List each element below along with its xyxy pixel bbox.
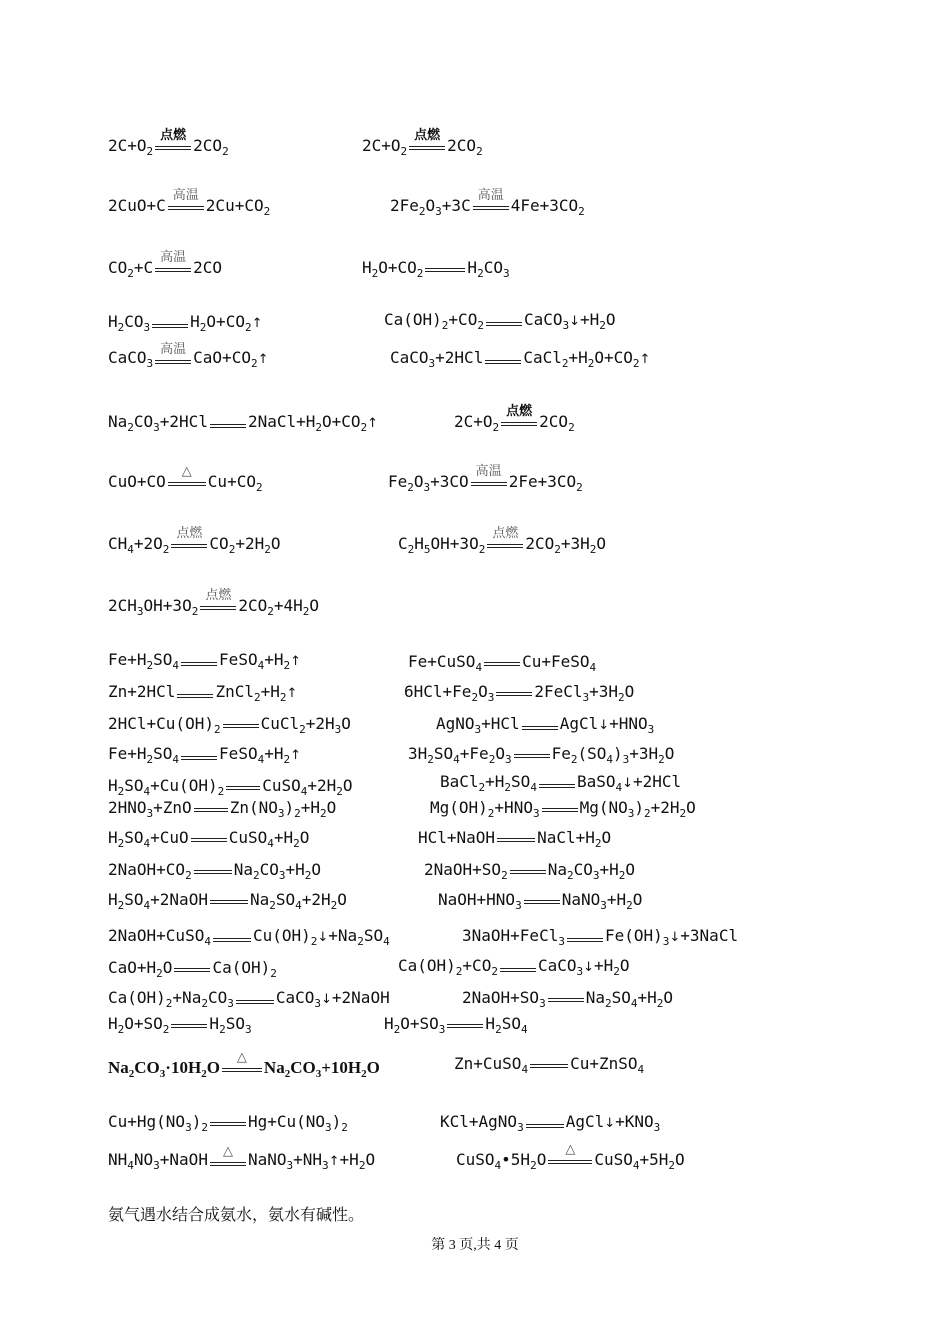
- equals-sign: [236, 990, 274, 1010]
- equals-sign: [171, 1014, 207, 1034]
- products: $CaCO_3↓+H_2O$: [523, 310, 616, 332]
- reaction-condition: 点燃: [414, 128, 441, 143]
- equation-e6: [362, 258, 510, 278]
- reaction-condition: 点燃: [176, 526, 203, 541]
- products: 2CO: [193, 258, 223, 277]
- equation-e28: [108, 798, 336, 818]
- products: Cu+FeSO$_4$: [522, 652, 597, 674]
- products: Cu+ZnSO$_4$: [570, 1054, 645, 1076]
- reactants: $Mg(OH)_2+HNO_3$: [430, 798, 540, 820]
- reactants: $H_2CO_3$: [108, 312, 151, 334]
- equals-sign: [155, 250, 191, 278]
- reactants: $CuSO_4•5H_2O$: [456, 1150, 547, 1172]
- equation-e45: [454, 1054, 644, 1074]
- double-bar-icon: [496, 692, 532, 696]
- products: $CO_2+2H_2O$: [209, 534, 281, 556]
- equation-e40: [108, 988, 390, 1010]
- equation-e32: [108, 860, 321, 880]
- equation-e2: [362, 128, 483, 158]
- double-bar-icon: [200, 606, 236, 610]
- products: $4Fe+3CO_2$: [510, 196, 585, 218]
- reaction-condition: 点燃: [160, 128, 187, 143]
- equals-sign: [194, 798, 228, 818]
- equals-sign: [155, 128, 191, 156]
- reactants: $Ca(OH)_2+CO_2$: [384, 310, 484, 332]
- double-bar-icon: [542, 808, 578, 812]
- equation-e26: [108, 776, 353, 796]
- reactants: CuO+CO: [108, 472, 166, 491]
- reactants: $NaOH+HNO_3$: [438, 890, 522, 912]
- products: $2CO_2$: [193, 136, 229, 158]
- equation-e47: [440, 1112, 660, 1134]
- equation-e35: [438, 890, 642, 910]
- reactants: $2CH_3OH+3O_2$: [108, 596, 199, 618]
- products: $Na_2CO_3+H_2O$: [547, 860, 635, 882]
- equation-e18: [108, 650, 301, 672]
- equals-sign: [168, 464, 206, 492]
- equation-e20: [108, 682, 297, 704]
- equals-sign: [210, 1144, 246, 1172]
- equals-sign: [514, 744, 550, 764]
- equals-sign: [213, 928, 251, 948]
- equation-e33: [424, 860, 635, 880]
- equation-e16: [398, 526, 607, 556]
- double-bar-icon: [223, 724, 259, 728]
- reactants: Zn+2HCl: [108, 682, 176, 701]
- ammonia-note: 氨气遇水结合成氨水，氨水有碱性。: [108, 1205, 365, 1224]
- equation-e46: [108, 1112, 348, 1132]
- equation-e27: [440, 772, 681, 794]
- reactants: $2NaOH+SO_3$: [462, 988, 546, 1010]
- equals-sign: [524, 890, 560, 910]
- equals-sign: [210, 414, 246, 434]
- products: $CuSO_4+5H_2O$: [594, 1150, 685, 1172]
- double-bar-icon: [487, 544, 523, 548]
- equals-sign: [171, 526, 207, 554]
- reactants: $2C+O_2$: [454, 412, 500, 434]
- reactants: $BaCl_2+H_2SO_4$: [440, 772, 537, 794]
- equation-e5: [108, 250, 223, 280]
- equation-e38: [108, 958, 277, 978]
- products: $ZnCl_2+H_2↑$: [215, 682, 298, 704]
- reactants: $Fe+H_2SO_4$: [108, 650, 180, 672]
- equation-e19: [408, 652, 596, 672]
- equals-sign: [496, 682, 532, 702]
- equation-e24: [108, 744, 301, 766]
- equals-sign: [497, 828, 535, 848]
- double-bar-icon: [210, 1162, 246, 1166]
- equation-e42: [108, 1014, 252, 1034]
- double-bar-icon: [522, 726, 558, 730]
- double-bar-icon: [174, 968, 210, 972]
- double-bar-icon: [194, 808, 228, 812]
- equation-e31: [418, 828, 611, 848]
- reactants: $2C+O_2$: [108, 136, 154, 158]
- products: $NaNO_3+H_2O$: [561, 890, 643, 912]
- equals-sign: [510, 860, 546, 880]
- reaction-condition: 高温: [477, 188, 504, 203]
- double-bar-icon: [473, 206, 509, 210]
- reactants: $Cu+Hg(NO_3)_2$: [108, 1112, 208, 1134]
- reactants: $CH_4+2O_2$: [108, 534, 170, 556]
- equation-e22: [108, 714, 351, 734]
- double-bar-icon: [155, 146, 191, 150]
- equals-sign: [485, 350, 521, 370]
- double-bar-icon: [171, 544, 207, 548]
- reactants: 2CuO+C: [108, 196, 166, 215]
- equals-sign: [210, 890, 248, 910]
- double-bar-icon: [177, 694, 213, 698]
- reactants: $H_2O+SO_2$: [108, 1014, 170, 1036]
- reactants: $C_2H_5OH+3O_2$: [398, 534, 486, 556]
- products: CaCO$_3$↓+2NaOH: [275, 988, 390, 1010]
- reaction-condition: △: [565, 1142, 576, 1157]
- products: $Ca(OH)_2$: [212, 958, 277, 980]
- equals-sign: [191, 828, 227, 848]
- double-bar-icon: [181, 662, 217, 666]
- equals-sign: [522, 716, 558, 736]
- equation-e41: [462, 988, 673, 1008]
- double-bar-icon: [236, 1000, 274, 1004]
- products: $CaO+CO_2↑$: [193, 348, 269, 370]
- double-bar-icon: [447, 1024, 483, 1028]
- equals-sign: [152, 314, 188, 334]
- equation-e30: [108, 828, 309, 848]
- equals-sign: [567, 928, 603, 948]
- products: $Na_2SO_4+2H_2O$: [249, 890, 347, 912]
- reactants: $H_2SO_4+2NaOH$: [108, 890, 208, 912]
- double-bar-icon: [210, 900, 248, 904]
- reactants: $H_2SO_4+Cu(OH)_2$: [108, 776, 225, 798]
- equals-sign: [526, 1114, 564, 1134]
- products: $2CO_2$: [447, 136, 483, 158]
- double-bar-icon: [567, 938, 603, 942]
- reactants: 3NaOH+FeCl$_3$: [462, 926, 565, 948]
- double-bar-icon: [514, 754, 550, 758]
- products: $H_2SO_3$: [209, 1014, 252, 1036]
- equals-sign: [484, 652, 520, 672]
- products: $H_2O+CO_2↑$: [190, 312, 263, 334]
- products: $Mg(NO_3)_2+2H_2O$: [579, 798, 696, 820]
- products: $2NaCl+H_2O+CO_2↑$: [247, 412, 379, 434]
- double-bar-icon: [501, 422, 537, 426]
- equals-sign: [177, 684, 213, 704]
- reaction-condition: 点燃: [205, 588, 232, 603]
- reactants: $2NaOH+SO_2$: [424, 860, 508, 882]
- reaction-condition: 点燃: [506, 404, 533, 419]
- double-bar-icon: [222, 1068, 262, 1072]
- products: $Fe_2(SO_4)_3+3H_2O$: [551, 744, 675, 766]
- equation-e34: [108, 890, 347, 910]
- equals-sign: [194, 860, 232, 880]
- products: $AgCl↓+HNO_3$: [559, 714, 655, 736]
- products: $2CO_2+4H_2O$: [238, 596, 320, 618]
- equation-e37: [462, 926, 738, 948]
- double-bar-icon: [155, 268, 191, 272]
- products: $Cu+CO_2$: [207, 472, 263, 494]
- equation-e23: [436, 714, 654, 736]
- equation-e48: [108, 1144, 376, 1172]
- products: $CaCO_3↓+H_2O$: [537, 956, 630, 978]
- reactants: $CaO+H_2O$: [108, 958, 173, 980]
- equation-e43: [384, 1014, 528, 1034]
- double-bar-icon: [168, 206, 204, 210]
- reactants: $2HCl+Cu(OH)_2$: [108, 714, 221, 736]
- reaction-condition: △: [222, 1144, 233, 1159]
- equation-e10: [390, 348, 650, 370]
- equals-sign: [501, 404, 537, 432]
- equals-sign: [409, 128, 445, 156]
- double-bar-icon: [213, 938, 251, 942]
- equals-sign: [168, 188, 204, 216]
- reaction-condition: 高温: [160, 250, 187, 265]
- reactants: KCl+AgNO$_3$: [440, 1112, 524, 1134]
- double-bar-icon: [524, 900, 560, 904]
- double-bar-icon: [210, 1122, 246, 1126]
- products: $NaCl+H_2O$: [537, 828, 612, 850]
- equation-e8: [384, 310, 616, 332]
- equals-sign: [174, 958, 210, 978]
- products: $Zn(NO_3)_2+H_2O$: [229, 798, 337, 820]
- products: $CaCl_2+H_2O+CO_2↑$: [523, 348, 651, 370]
- double-bar-icon: [191, 838, 227, 842]
- equation-e3: [108, 188, 271, 218]
- equals-sign: [155, 342, 191, 370]
- equals-sign: [181, 746, 217, 766]
- reactants: $3H_2SO_4+Fe_2O_3$: [408, 744, 512, 766]
- equation-e11: [108, 412, 378, 434]
- double-bar-icon: [548, 1160, 592, 1164]
- page-footer: 第 3 页,共 4 页: [431, 1238, 519, 1253]
- products: $Na_2SO_4+H_2O$: [585, 988, 673, 1010]
- products: $2FeCl_3+3H_2O$: [534, 682, 635, 704]
- double-bar-icon: [152, 324, 188, 328]
- equals-sign: [473, 188, 509, 216]
- reaction-condition: 高温: [475, 464, 502, 479]
- double-bar-icon: [526, 1124, 564, 1128]
- reactants: $H_2O+SO_3$: [384, 1014, 446, 1036]
- reactants: $2NaOH+CO_2$: [108, 860, 192, 882]
- reaction-condition: 高温: [172, 188, 199, 203]
- reaction-condition: △: [181, 464, 192, 479]
- double-bar-icon: [210, 424, 246, 428]
- equation-e14: [388, 464, 583, 494]
- equation-e49: [456, 1142, 685, 1172]
- equals-sign: [471, 464, 507, 492]
- products: $Na_2CO_3+10H_2O$: [263, 1058, 380, 1080]
- equation-e9: [108, 342, 269, 370]
- reactants: CaCO$_3$+2HCl: [390, 348, 484, 370]
- equation-e15: [108, 526, 281, 556]
- equals-sign: [487, 526, 523, 554]
- double-bar-icon: [155, 360, 191, 364]
- equation-e12: [454, 404, 575, 434]
- double-bar-icon: [486, 322, 522, 326]
- reactants: CaCO$_3$: [108, 348, 154, 370]
- equation-e21: [404, 682, 634, 702]
- equals-sign: [500, 958, 536, 978]
- reaction-condition: 点燃: [492, 526, 519, 541]
- equation-e4: [390, 188, 585, 218]
- double-bar-icon: [530, 1064, 568, 1068]
- double-bar-icon: [425, 268, 465, 272]
- equals-sign: [425, 258, 465, 278]
- equation-e25: [408, 744, 674, 764]
- reactants: $6HCl+Fe_2O_3$: [404, 682, 495, 704]
- double-bar-icon: [471, 482, 507, 486]
- reactants: $2HNO_3+ZnO$: [108, 798, 192, 820]
- reactants: $Ca(OH)_2+CO_2$: [398, 956, 498, 978]
- reactants: AgNO$_3$+HCl: [436, 714, 520, 736]
- equals-sign: [226, 776, 260, 796]
- double-bar-icon: [510, 870, 546, 874]
- equals-sign: [181, 652, 217, 672]
- equals-sign: [548, 1142, 592, 1170]
- products: $2CO_2+3H_2O$: [525, 534, 607, 556]
- double-bar-icon: [485, 360, 521, 364]
- products: $Hg+Cu(NO_3)_2$: [247, 1112, 348, 1134]
- double-bar-icon: [168, 482, 206, 486]
- reactants: HCl+NaOH: [418, 828, 496, 847]
- equation-e39: [398, 956, 630, 978]
- equals-sign: [542, 798, 578, 818]
- equation-e17: [108, 588, 320, 618]
- reactants: $Ca(OH)_2+Na_2CO_3$: [108, 988, 234, 1010]
- products: $2Cu+CO_2$: [205, 196, 271, 218]
- equation-e29: [430, 798, 696, 818]
- products: $CuCl_2+2H_3O$: [260, 714, 351, 736]
- reactants: $2Fe_2O_3+3C$: [390, 196, 471, 218]
- reactants: $Fe+H_2SO_4$: [108, 744, 180, 766]
- equals-sign: [223, 714, 259, 734]
- products: $Na_2CO_3+H_2O$: [233, 860, 321, 882]
- equals-sign: [210, 1112, 246, 1132]
- double-bar-icon: [548, 998, 584, 1002]
- equation-e1: [108, 128, 229, 158]
- reactants: $Na_2CO_3\cdot 10H_2O$: [108, 1058, 220, 1080]
- reactants: $Fe_2O_3+3CO$: [388, 472, 469, 494]
- products: $CuSO_4+2H_2O$: [262, 776, 353, 798]
- equals-sign: [447, 1014, 483, 1034]
- products: $H_2SO_4$: [485, 1014, 528, 1036]
- products: BaSO$_4$↓+2HCl: [576, 772, 682, 794]
- double-bar-icon: [171, 1024, 207, 1028]
- double-bar-icon: [181, 756, 217, 760]
- equals-sign: [539, 774, 575, 794]
- double-bar-icon: [539, 784, 575, 788]
- equation-e13: [108, 464, 263, 494]
- reactants: $2C+O_2$: [362, 136, 408, 158]
- equals-sign: [486, 312, 522, 332]
- products: $2Fe+3CO_2$: [508, 472, 583, 494]
- reactants: $H_2SO_4+CuO$: [108, 828, 189, 850]
- products: $FeSO_4+H_2↑$: [219, 650, 301, 672]
- reactants: Fe+CuSO$_4$: [408, 652, 483, 674]
- reactants: 2NaOH+CuSO$_4$: [108, 926, 211, 948]
- equation-e7: [108, 312, 262, 334]
- equals-sign: [200, 588, 236, 616]
- equals-sign: [548, 988, 584, 1008]
- double-bar-icon: [500, 968, 536, 972]
- reactants: $H_2O+CO_2$: [362, 258, 424, 280]
- equals-sign: [530, 1054, 568, 1074]
- equation-e36: [108, 926, 390, 948]
- double-bar-icon: [226, 786, 260, 790]
- reaction-condition: 高温: [160, 342, 187, 357]
- products: $CuSO_4+H_2O$: [228, 828, 310, 850]
- products: $AgCl↓+KNO_3$: [565, 1112, 661, 1134]
- products: $2CO_2$: [539, 412, 575, 434]
- equation-e44: [108, 1050, 380, 1080]
- double-bar-icon: [484, 662, 520, 666]
- reactants: $Na_2CO_3+2HCl$: [108, 412, 208, 434]
- double-bar-icon: [194, 870, 232, 874]
- reaction-condition: △: [236, 1050, 247, 1065]
- reactants: $NH_4NO_3+NaOH$: [108, 1150, 208, 1172]
- products: $Cu(OH)_2↓+Na_2SO_4$: [252, 926, 390, 948]
- reactants: Zn+CuSO$_4$: [454, 1054, 529, 1076]
- double-bar-icon: [409, 146, 445, 150]
- double-bar-icon: [497, 838, 535, 842]
- products: $H_2CO_3$: [467, 258, 510, 280]
- equals-sign: [222, 1050, 262, 1078]
- products: $FeSO_4+H_2↑$: [219, 744, 301, 766]
- products: $NaNO_3+NH_3↑+H_2O$: [247, 1150, 376, 1172]
- reactants: $CO_2+C$: [108, 258, 154, 280]
- products: $Fe(OH)_3↓+3NaCl$: [604, 926, 739, 948]
